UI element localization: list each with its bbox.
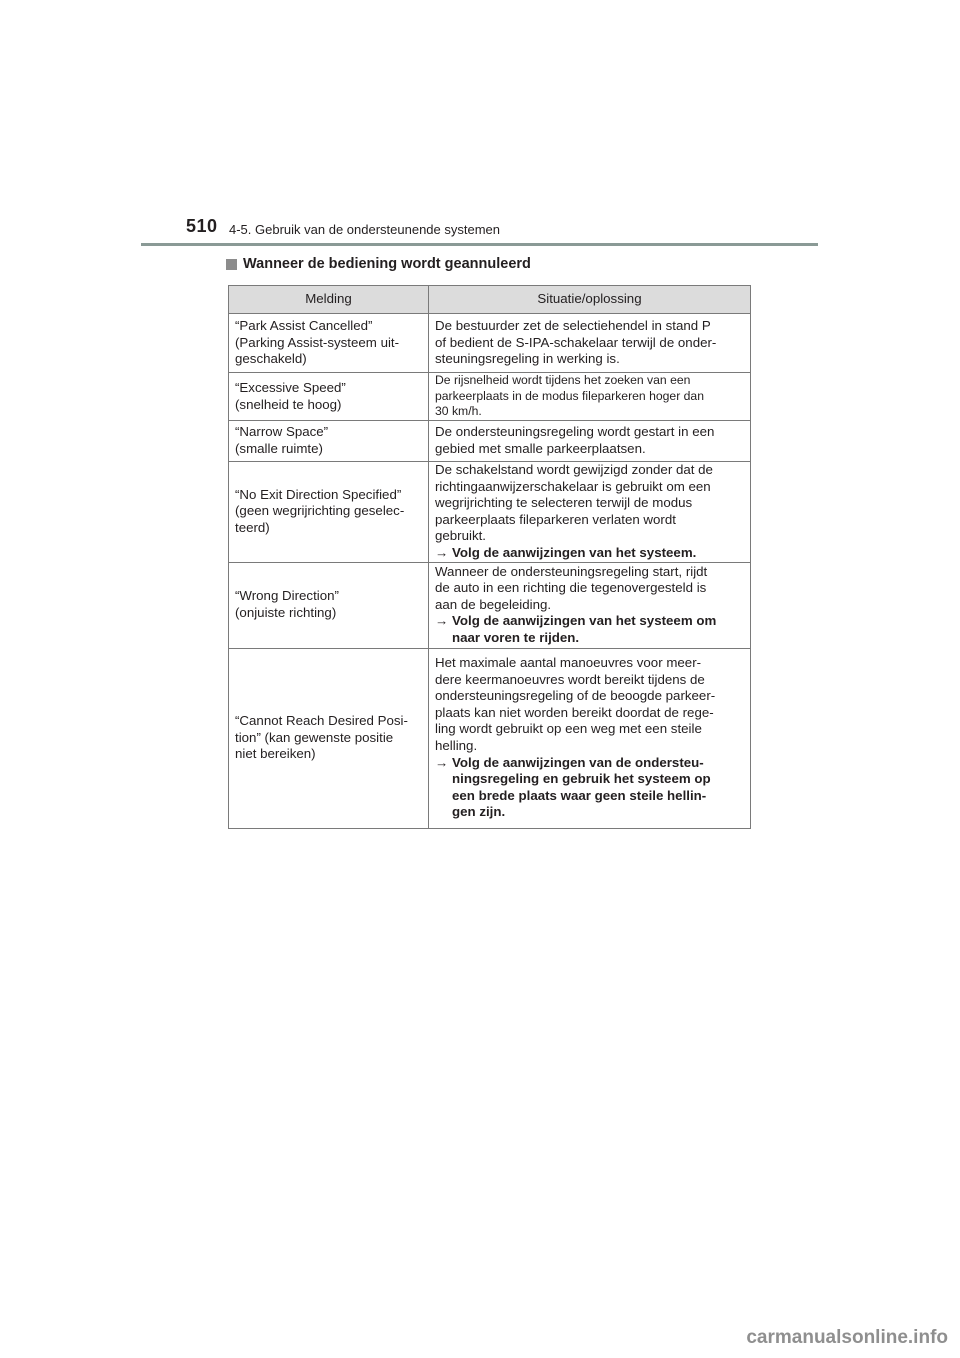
solution-block (435, 545, 744, 562)
column-header-situation: Situatie/oplossing (429, 286, 751, 314)
table-row (229, 648, 751, 828)
message-line: (snelheid te hoog) (235, 396, 342, 412)
header-rule (141, 243, 818, 246)
table-row (229, 421, 751, 462)
section-heading (226, 256, 531, 272)
situation-line: De bestuurder zet de selectiehendel in stand P (435, 318, 711, 334)
message-line: niet bereiken) (235, 746, 316, 762)
message-cell (229, 314, 429, 373)
solution-text (452, 545, 696, 562)
solution-text (452, 755, 711, 821)
situation-line: De rijsnelheid wordt tijdens het zoeken van een (435, 373, 691, 388)
situation-line: steuningsregeling in werking is. (435, 351, 620, 367)
page-number: 510 (186, 216, 218, 236)
table-row (229, 562, 751, 648)
solution-line: Volg de aanwijzingen van de ondersteu- (452, 754, 704, 770)
message-cell (229, 462, 429, 563)
message-line: “No Exit Direction Specified” (235, 486, 402, 502)
situation-line: wegrijrichting te selecteren terwijl de modus (435, 495, 693, 511)
table-row (229, 314, 751, 373)
situation-line: parkeerplaats fileparkeren verlaten wordt (435, 511, 676, 527)
situation-line: 30 km/h. (435, 404, 482, 419)
situation-line: helling. (435, 738, 478, 754)
situation-line: Wanneer de ondersteuningsregeling start, rijdt (435, 563, 708, 579)
chapter-title: 4-5. Gebruik van de ondersteunende systemen (229, 222, 501, 237)
situation-line: richtingaanwijzerschakelaar is gebruikt om een (435, 478, 711, 494)
arrow-icon: → (435, 754, 449, 770)
solution-line: gen zijn. (452, 804, 506, 820)
situation-line: Het maximale aantal manoeuvres voor meer- (435, 655, 702, 671)
message-line: “Narrow Space” (235, 424, 329, 440)
solution-line: ningsregeling en gebruik het systeem op (452, 771, 711, 787)
solution-line: Volg de aanwijzingen van het systeem. (452, 544, 697, 560)
solution-text (452, 613, 716, 646)
message-cell (229, 421, 429, 462)
situation-line: gebruikt. (435, 528, 486, 544)
situation-line: dere keermanoeuvres wordt bereikt tijdens de (435, 671, 705, 687)
message-cell (229, 373, 429, 421)
arrow-icon: → (435, 544, 449, 560)
situation-line: parkeerplaats in de modus fileparkeren hoger dan (435, 388, 704, 403)
solution-block (435, 755, 744, 821)
situation-line: ondersteuningsregeling of de beoogde parkeer- (435, 688, 716, 704)
situation-line: plaats kan niet worden bereikt doordat de rege- (435, 704, 714, 720)
message-line: (geen wegrijrichting geselec- (235, 503, 405, 519)
situation-line: of bedient de S-IPA-schakelaar terwijl de onder- (435, 334, 717, 350)
table-header-row (229, 286, 751, 314)
arrow-icon: → (435, 613, 449, 629)
message-table (228, 285, 751, 829)
message-line: “Park Assist Cancelled” (235, 318, 373, 334)
situation-line: ling wordt gebruikt op een weg met een steile (435, 721, 702, 737)
situation-cell (429, 421, 751, 462)
message-line: (smalle ruimte) (235, 441, 323, 456)
table-row (229, 462, 751, 563)
message-cell (229, 648, 429, 828)
message-line: “Cannot Reach Desired Posi- (235, 713, 408, 729)
situation-line: aan de begeleiding. (435, 596, 552, 612)
table-row (229, 373, 751, 421)
situation-cell (429, 648, 751, 828)
message-line: “Wrong Direction” (235, 588, 339, 604)
situation-cell (429, 562, 751, 648)
message-line: (Parking Assist-systeem uit- (235, 334, 400, 350)
solution-line: Volg de aanwijzingen van het systeem om (452, 613, 717, 629)
column-header-message: Melding (229, 286, 429, 314)
solution-line: naar voren te rijden. (452, 629, 580, 645)
square-bullet-icon (226, 259, 237, 270)
situation-cell (429, 462, 751, 563)
watermark: carmanualsonline.info (746, 1327, 948, 1348)
section-title: Wanneer de bediening wordt geannuleerd (243, 256, 531, 272)
message-line: (onjuiste richting) (235, 605, 337, 621)
situation-line: de auto in een richting die tegenovergesteld is (435, 580, 707, 596)
message-line: geschakeld) (235, 351, 307, 367)
situation-cell (429, 314, 751, 373)
situation-line: gebied met smalle parkeerplaatsen. (435, 441, 646, 456)
situation-cell (429, 373, 751, 421)
solution-block (435, 613, 744, 646)
situation-line: De ondersteuningsregeling wordt gestart in een (435, 424, 715, 440)
situation-line: De schakelstand wordt gewijzigd zonder dat de (435, 462, 713, 477)
solution-line: een brede plaats waar geen steile hellin- (452, 787, 707, 803)
message-line: tion” (kan gewenste positie (235, 729, 394, 745)
message-line: teerd) (235, 520, 270, 536)
message-line: “Excessive Speed” (235, 379, 346, 395)
message-cell (229, 562, 429, 648)
